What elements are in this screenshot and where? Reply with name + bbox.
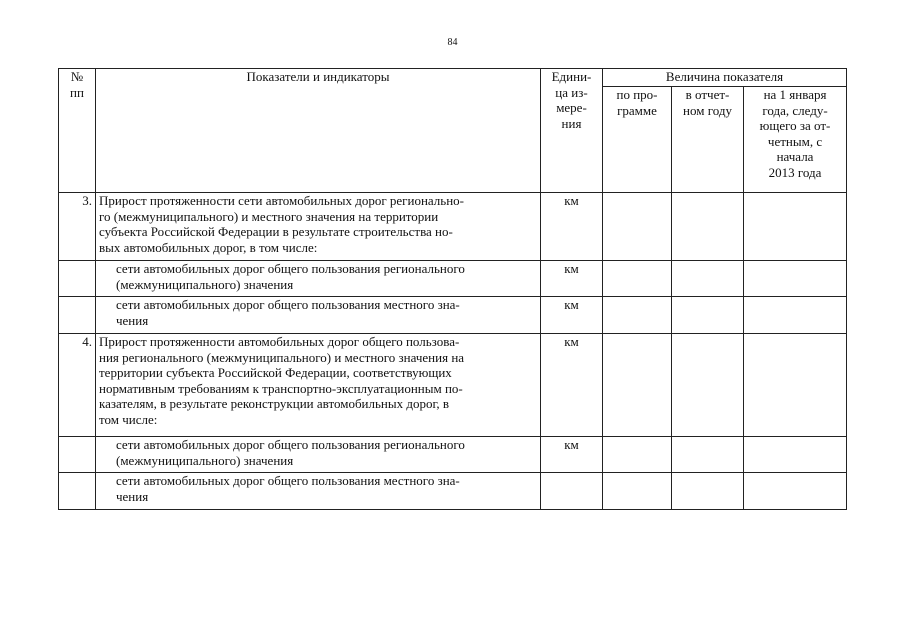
row-value-program: [603, 473, 672, 510]
row-unit: км: [541, 297, 603, 334]
row-num: [59, 437, 96, 473]
row-value-program: [603, 193, 672, 261]
row-unit: [541, 473, 603, 510]
indicators-table: [58, 68, 847, 510]
row-value-year: [672, 193, 744, 261]
table-row: [59, 261, 847, 297]
row-num: [59, 473, 96, 510]
header-reporting-year: в отчет- ном году: [672, 87, 744, 193]
row-unit: км: [541, 437, 603, 473]
header-by-program: по про- грамме: [603, 87, 672, 193]
header-num: № пп: [59, 69, 96, 193]
header-since-2013: на 1 января года, следу- ющего за от- четным, с начала 2013 года: [744, 87, 847, 193]
row-unit: км: [541, 334, 603, 437]
row-value-year: [672, 473, 744, 510]
row-value-program: [603, 437, 672, 473]
header-value-group: Величина показателя: [603, 69, 847, 87]
row-unit: км: [541, 193, 603, 261]
header-indicators: Показатели и индикаторы: [96, 69, 541, 193]
header-unit: Едини- ца из- мере- ния: [541, 69, 603, 193]
row-value-since-2013: [744, 473, 847, 510]
table-row: [59, 473, 847, 510]
row-value-program: [603, 334, 672, 437]
row-value-since-2013: [744, 334, 847, 437]
row-value-year: [672, 297, 744, 334]
table-row: [59, 334, 847, 437]
row-value-year: [672, 261, 744, 297]
table-row: [59, 193, 847, 261]
table-row: [59, 437, 847, 473]
row-value-since-2013: [744, 261, 847, 297]
header-row-top: [59, 69, 847, 87]
row-indicator: сети автомобильных дорог общего пользования местного зна- чения: [96, 297, 541, 334]
page-number: 84: [447, 37, 458, 48]
row-value-year: [672, 437, 744, 473]
row-num: [59, 297, 96, 334]
row-value-since-2013: [744, 297, 847, 334]
row-num: 3.: [59, 193, 96, 261]
row-num: [59, 261, 96, 297]
row-indicator: Прирост протяженности сети автомобильных дорог регионально- го (межмуниципального) и местного значения на территории субъекта Российской Федерации в результате строительства но- вых автомобильных дорог, в том числе:: [96, 193, 541, 261]
table-row: [59, 297, 847, 334]
row-indicator: сети автомобильных дорог общего пользования местного зна- чения: [96, 473, 541, 510]
row-value-since-2013: [744, 193, 847, 261]
row-value-year: [672, 334, 744, 437]
row-indicator: сети автомобильных дорог общего пользования регионального (межмуниципального) значения: [96, 261, 541, 297]
row-num: 4.: [59, 334, 96, 437]
row-value-since-2013: [744, 437, 847, 473]
row-indicator: Прирост протяженности автомобильных дорог общего пользова- ния регионального (межмуниципального) и местного значения на территории субъекта Российской Федерации, соответствующих нормативным требованиям к транспортно-эксплуатационным по- казателям, в результате реконструкции автомобильных дорог, в том числе:: [96, 334, 541, 437]
row-indicator: сети автомобильных дорог общего пользования регионального (межмуниципального) значения: [96, 437, 541, 473]
row-value-program: [603, 297, 672, 334]
row-value-program: [603, 261, 672, 297]
row-unit: км: [541, 261, 603, 297]
